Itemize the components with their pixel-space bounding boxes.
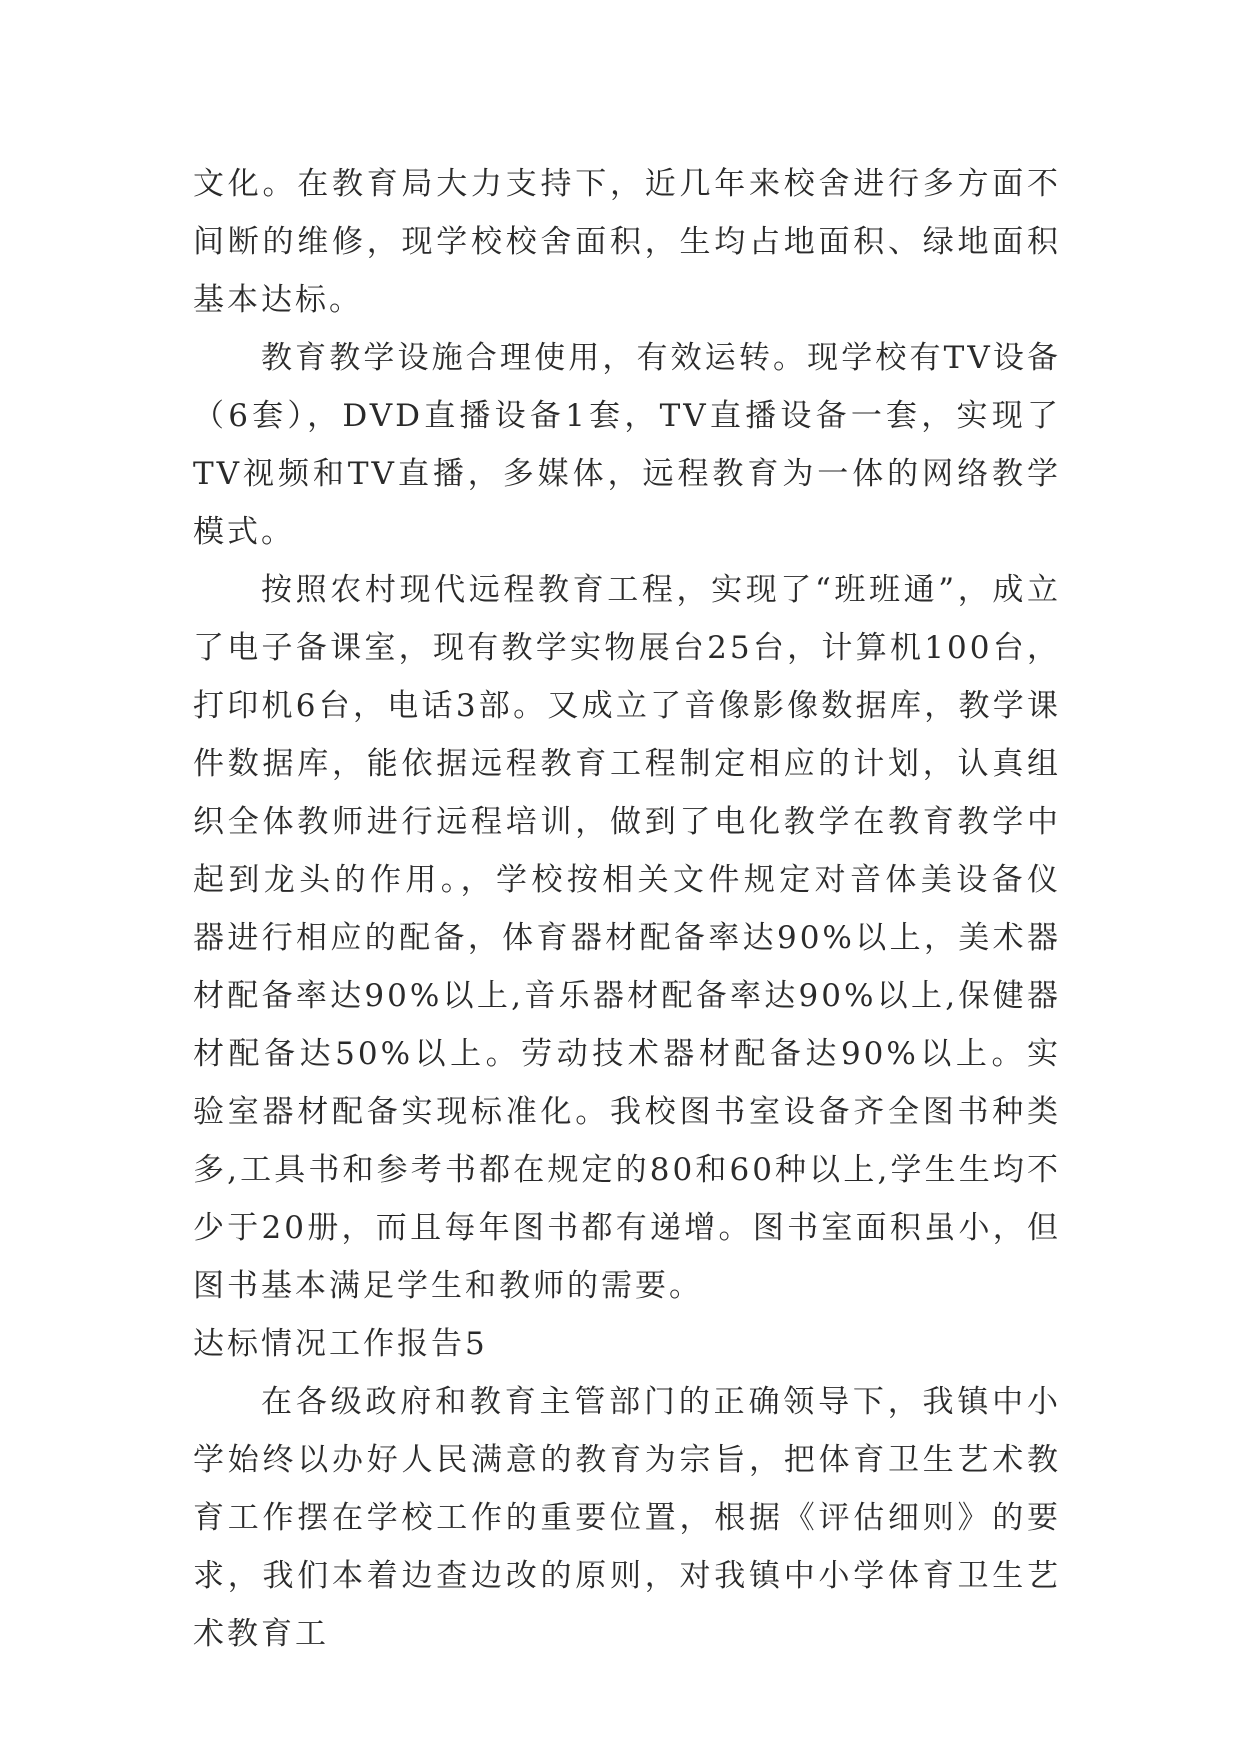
document-body: [193, 155, 1061, 1663]
paragraph-remote-education: 按照农村现代远程教育工程，实现了“班班通”，成立了电子备课室，现有教学实物展台25台，计算机100台，打印机6台，电话3部。又成立了音像影像数据库，教学课件数据库，能依据远程教育工程制定相应的计划，认真组织全体教师进行远程培训，做到了电化教学在教育教学中起到龙头的作用。，学校按相关文件规定对音体美设备仪器进行相应的配备，体育器材配备率达90%以上，美术器材配备率达90%以上,音乐器材配备率达90%以上,保健器材配备达50%以上。劳动技术器材配备达90%以上。实验室器材配备实现标准化。我校图书室设备齐全图书种类多,工具书和参考书都在规定的80和60种以上,学生生均不少于20册，而且每年图书都有递增。图书室面积虽小，但图书基本满足学生和教师的需要。: [193, 572, 1061, 1304]
paragraph-section-intro: 在各级政府和教育主管部门的正确领导下，我镇中小学始终以办好人民满意的教育为宗旨，把体育卫生艺术教育工作摆在学校工作的重要位置，根据《评估细则》的要求，我们本着边查边改的原则，对我镇中小学体育卫生艺术教育工: [193, 1384, 1061, 1652]
paragraph-continuation: 文化。在教育局大力支持下，近几年来校舍进行多方面不间断的维修，现学校校舍面积，生均占地面积、绿地面积基本达标。: [193, 166, 1061, 318]
section-heading: 达标情况工作报告5: [193, 1326, 488, 1362]
paragraph-teaching-facilities: 教育教学设施合理使用，有效运转。现学校有TV设备（6套），DVD直播设备1套，TV直播设备一套，实现了TV视频和TV直播，多媒体，远程教育为一体的网络教学模式。: [193, 340, 1061, 550]
